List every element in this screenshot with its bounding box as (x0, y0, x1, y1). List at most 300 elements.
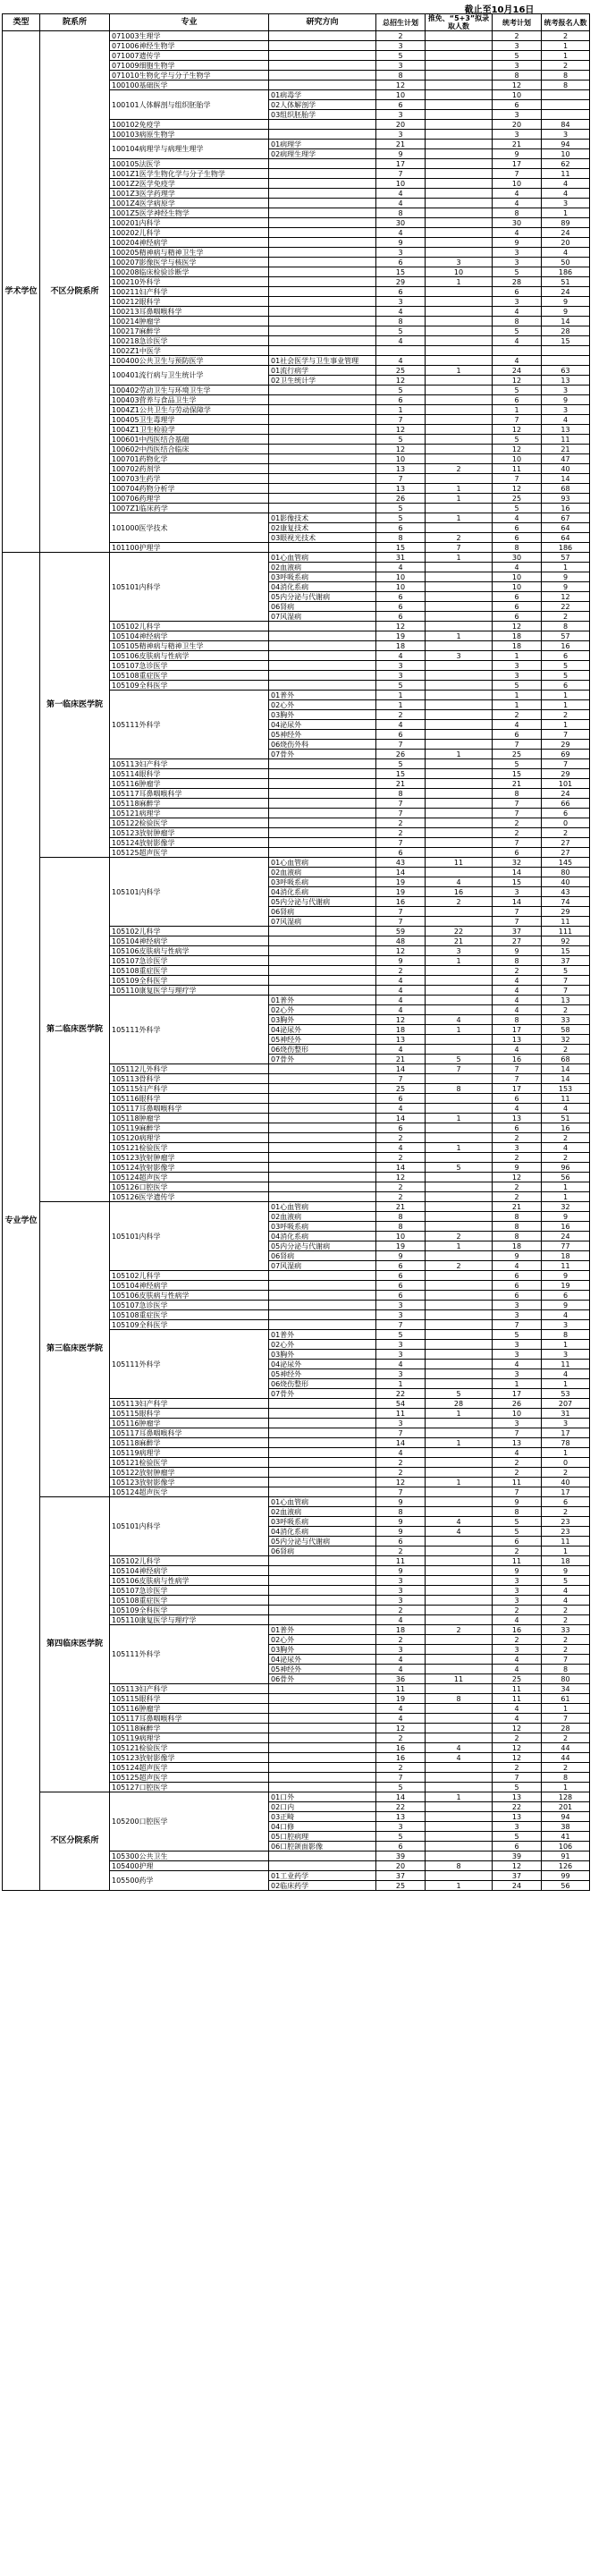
major-cell: 105125超声医学 (110, 848, 269, 858)
header-major: 专业 (110, 14, 269, 31)
plan-cell: 10 (376, 90, 426, 100)
direction-cell (269, 1409, 376, 1419)
major-cell: 105104神经病学 (110, 631, 269, 641)
plan-cell: 14 (376, 1438, 426, 1448)
applicants-cell: 3 (542, 1419, 590, 1428)
applicants-cell: 14 (542, 474, 590, 484)
exam-plan-cell: 3 (493, 61, 542, 71)
plan-cell: 14 (376, 1064, 426, 1074)
applicants-cell: 128 (542, 1792, 590, 1802)
applicants-cell: 40 (542, 464, 590, 474)
exempt-cell (426, 1104, 493, 1114)
plan-cell: 2 (376, 1192, 426, 1202)
exam-plan-cell: 4 (493, 1005, 542, 1015)
exempt-cell (426, 809, 493, 818)
direction-cell (269, 769, 376, 779)
exam-plan-cell: 4 (493, 1045, 542, 1055)
direction-cell (269, 641, 376, 651)
plan-cell: 5 (376, 759, 426, 769)
direction-cell (269, 1448, 376, 1458)
direction-cell (269, 317, 376, 326)
major-cell: 100704药物分析学 (110, 484, 269, 494)
major-cell: 105102儿科学 (110, 1556, 269, 1566)
exempt-cell (426, 1852, 493, 1861)
plan-cell: 3 (376, 1596, 426, 1606)
exempt-cell (426, 1596, 493, 1606)
exempt-cell (426, 1832, 493, 1842)
plan-cell: 10 (376, 582, 426, 592)
exempt-cell (426, 976, 493, 986)
major-cell: 105109全科医学 (110, 1606, 269, 1615)
direction-cell: 06烧伤外科 (269, 740, 376, 750)
major-cell: 105125超声医学 (110, 1773, 269, 1783)
direction-cell (269, 1487, 376, 1497)
direction-cell (269, 51, 376, 61)
exempt-cell (426, 799, 493, 809)
exam-plan-cell: 12 (493, 1861, 542, 1871)
major-cell: 105123放射肿瘤学 (110, 828, 269, 838)
exam-plan-cell: 4 (493, 307, 542, 317)
exam-plan-cell: 6 (493, 1537, 542, 1546)
applicants-cell: 2 (542, 1615, 590, 1625)
exam-plan-cell: 12 (493, 376, 542, 386)
exam-plan-cell: 2 (493, 1733, 542, 1743)
exempt-cell (426, 435, 493, 445)
exempt-cell (426, 159, 493, 169)
direction-cell: 02心外 (269, 1005, 376, 1015)
major-cell: 105113妇产科学 (110, 1399, 269, 1409)
plan-cell: 2 (376, 1546, 426, 1556)
exempt-cell: 1 (426, 1438, 493, 1448)
major-cell: 105119病理学 (110, 1733, 269, 1743)
exempt-cell: 3 (426, 651, 493, 661)
exam-plan-cell: 3 (493, 1340, 542, 1350)
applicants-cell: 7 (542, 730, 590, 740)
plan-cell: 3 (376, 248, 426, 258)
exam-plan-cell: 6 (493, 1291, 542, 1301)
direction-cell: 02血液病 (269, 868, 376, 877)
direction-cell: 03眼视光技术 (269, 533, 376, 543)
plan-cell: 14 (376, 1163, 426, 1173)
exam-plan-cell: 2 (493, 1458, 542, 1468)
exempt-cell (426, 1606, 493, 1615)
direction-cell: 05内分泌与代谢病 (269, 1537, 376, 1546)
direction-cell (269, 1724, 376, 1733)
exam-plan-cell: 11 (493, 1684, 542, 1694)
plan-cell: 8 (376, 533, 426, 543)
exam-plan-cell: 18 (493, 631, 542, 641)
major-cell: 105116肿瘤学 (110, 1704, 269, 1714)
major-cell: 100101人体解剖与组织胚胎学 (110, 90, 269, 120)
exam-plan-cell: 16 (493, 1625, 542, 1635)
direction-cell: 04消化系病 (269, 582, 376, 592)
major-cell: 100102免疫学 (110, 120, 269, 130)
exempt-cell (426, 336, 493, 346)
plan-cell: 9 (376, 1497, 426, 1507)
major-cell: 105111外科学 (110, 691, 269, 759)
exempt-cell: 1 (426, 1025, 493, 1035)
exempt-cell (426, 1035, 493, 1045)
exam-plan-cell: 32 (493, 858, 542, 868)
plan-cell: 7 (376, 917, 426, 927)
plan-cell: 7 (376, 474, 426, 484)
plan-cell: 1 (376, 1379, 426, 1389)
exempt-cell (426, 592, 493, 602)
exempt-cell: 1 (426, 1114, 493, 1123)
plan-cell: 5 (376, 51, 426, 61)
plan-cell: 3 (376, 661, 426, 671)
exempt-cell (426, 1546, 493, 1556)
exam-plan-cell: 24 (493, 366, 542, 376)
plan-cell: 7 (376, 1487, 426, 1497)
plan-cell: 5 (376, 386, 426, 395)
exempt-cell (426, 1704, 493, 1714)
applicants-cell: 8 (542, 71, 590, 80)
major-cell: 105121检验医学 (110, 1458, 269, 1468)
plan-cell: 6 (376, 1291, 426, 1301)
direction-cell (269, 464, 376, 474)
direction-cell: 02血液病 (269, 563, 376, 572)
applicants-cell: 1 (542, 41, 590, 51)
exempt-cell (426, 1369, 493, 1379)
direction-cell: 02心外 (269, 700, 376, 710)
exempt-cell (426, 986, 493, 996)
direction-cell: 05口腔病理 (269, 1832, 376, 1842)
direction-cell (269, 494, 376, 504)
exempt-cell (426, 395, 493, 405)
direction-cell: 02人体解剖学 (269, 100, 376, 110)
exam-plan-cell: 10 (493, 582, 542, 592)
major-cell: 1001Z4医学病原学 (110, 199, 269, 208)
direction-cell (269, 267, 376, 277)
major-cell: 105101内科学 (110, 553, 269, 622)
exempt-cell (426, 307, 493, 317)
plan-cell: 16 (376, 897, 426, 907)
exam-plan-cell: 13 (493, 1438, 542, 1448)
exempt-cell: 1 (426, 631, 493, 641)
applicants-cell: 40 (542, 877, 590, 887)
plan-cell: 9 (376, 238, 426, 248)
table-row (3, 1792, 590, 1802)
exempt-cell (426, 454, 493, 464)
applicants-cell: 58 (542, 1025, 590, 1035)
direction-cell: 06肾病 (269, 1546, 376, 1556)
exam-plan-cell: 4 (493, 513, 542, 523)
plan-cell: 12 (376, 622, 426, 631)
applicants-cell: 44 (542, 1753, 590, 1763)
exempt-cell (426, 1645, 493, 1655)
plan-cell: 14 (376, 1114, 426, 1123)
plan-cell: 7 (376, 169, 426, 179)
exam-plan-cell: 4 (493, 189, 542, 199)
direction-cell: 06烧伤整形 (269, 1045, 376, 1055)
exempt-cell (426, 120, 493, 130)
major-cell: 105113骨科学 (110, 1074, 269, 1084)
applicants-cell: 186 (542, 543, 590, 553)
applicants-cell (542, 90, 590, 100)
exempt-cell (426, 31, 493, 41)
direction-cell: 01心血管病 (269, 858, 376, 868)
applicants-cell: 1 (542, 1783, 590, 1792)
direction-cell: 01普外 (269, 691, 376, 700)
exam-plan-cell: 2 (493, 828, 542, 838)
exam-plan-cell: 13 (493, 1792, 542, 1802)
exam-plan-cell: 28 (493, 277, 542, 287)
table-row (3, 1202, 590, 1212)
exam-plan-cell: 3 (493, 887, 542, 897)
exempt-cell (426, 1153, 493, 1163)
major-cell: 105126口腔医学 (110, 1182, 269, 1192)
applicants-cell (542, 110, 590, 120)
exempt-cell (426, 1576, 493, 1586)
applicants-cell: 9 (542, 1212, 590, 1222)
major-cell: 100400公共卫生与预防医学 (110, 356, 269, 366)
exam-plan-cell: 9 (493, 1497, 542, 1507)
plan-cell: 8 (376, 789, 426, 799)
exam-plan-cell: 3 (493, 110, 542, 120)
direction-cell: 01普外 (269, 1625, 376, 1635)
direction-cell (269, 1114, 376, 1123)
plan-cell: 4 (376, 563, 426, 572)
applicants-cell: 10 (542, 149, 590, 159)
exam-plan-cell: 4 (493, 720, 542, 730)
exempt-cell: 8 (426, 1084, 493, 1094)
direction-cell (269, 1173, 376, 1182)
exam-plan-cell: 7 (493, 740, 542, 750)
plan-cell: 3 (376, 1340, 426, 1350)
major-cell: 100103病原生物学 (110, 130, 269, 140)
exam-plan-cell: 4 (493, 986, 542, 996)
plan-cell: 3 (376, 1310, 426, 1320)
plan-cell: 3 (376, 110, 426, 120)
exempt-cell (426, 1458, 493, 1468)
plan-cell: 17 (376, 159, 426, 169)
applicants-cell: 43 (542, 887, 590, 897)
major-cell: 105108重症医学 (110, 1596, 269, 1606)
exempt-cell (426, 1045, 493, 1055)
header-applicants: 统考报名人数 (542, 14, 590, 31)
exempt-cell (426, 1094, 493, 1104)
plan-cell: 2 (376, 1468, 426, 1478)
applicants-cell: 62 (542, 159, 590, 169)
plan-cell: 4 (376, 1665, 426, 1674)
direction-cell: 02血液病 (269, 1507, 376, 1517)
applicants-cell: 41 (542, 1832, 590, 1842)
applicants-cell: 44 (542, 1743, 590, 1753)
applicants-cell: 11 (542, 1261, 590, 1271)
exempt-cell (426, 326, 493, 336)
plan-cell: 43 (376, 858, 426, 868)
applicants-cell: 80 (542, 868, 590, 877)
direction-cell (269, 1320, 376, 1330)
direction-cell (269, 809, 376, 818)
plan-cell: 13 (376, 1812, 426, 1822)
exam-plan-cell: 6 (493, 287, 542, 297)
direction-cell (269, 1192, 376, 1202)
direction-cell (269, 1310, 376, 1320)
exempt-cell (426, 828, 493, 838)
plan-cell: 7 (376, 1320, 426, 1330)
plan-cell: 1 (376, 700, 426, 710)
direction-cell (269, 297, 376, 307)
exam-plan-cell: 3 (493, 258, 542, 267)
exempt-cell (426, 1714, 493, 1724)
exam-plan-cell: 27 (493, 936, 542, 946)
direction-cell (269, 936, 376, 946)
exempt-cell (426, 445, 493, 454)
direction-cell: 01口外 (269, 1792, 376, 1802)
major-cell: 105115妇产科学 (110, 1084, 269, 1094)
plan-cell: 8 (376, 317, 426, 326)
exempt-cell (426, 356, 493, 366)
direction-cell (269, 71, 376, 80)
plan-cell: 19 (376, 631, 426, 641)
exam-plan-cell: 30 (493, 553, 542, 563)
applicants-cell: 7 (542, 759, 590, 769)
exam-plan-cell: 12 (493, 1753, 542, 1763)
exam-plan-cell: 2 (493, 1763, 542, 1773)
major-cell: 105116眼科学 (110, 1094, 269, 1104)
exam-plan-cell: 30 (493, 218, 542, 228)
exam-plan-cell: 37 (493, 1871, 542, 1881)
exam-plan-cell: 8 (493, 789, 542, 799)
exempt-cell (426, 1812, 493, 1822)
applicants-cell: 53 (542, 1389, 590, 1399)
exempt-cell (426, 386, 493, 395)
applicants-cell: 47 (542, 454, 590, 464)
plan-cell: 7 (376, 415, 426, 425)
major-cell: 105111外科学 (110, 1330, 269, 1399)
direction-cell: 05内分泌与代谢病 (269, 1241, 376, 1251)
applicants-cell: 3 (542, 405, 590, 415)
exam-plan-cell: 9 (493, 1566, 542, 1576)
direction-cell (269, 1861, 376, 1871)
enrollment-table (2, 13, 590, 1891)
applicants-cell: 29 (542, 907, 590, 917)
exam-plan-cell: 8 (493, 543, 542, 553)
exam-plan-cell: 7 (493, 917, 542, 927)
plan-cell: 8 (376, 71, 426, 80)
applicants-cell: 27 (542, 838, 590, 848)
exam-plan-cell: 2 (493, 710, 542, 720)
exam-plan-cell: 9 (493, 1251, 542, 1261)
exempt-cell (426, 130, 493, 140)
direction-cell (269, 1084, 376, 1094)
header-exempt: 推免、“5+3”拟录取人数 (426, 14, 493, 31)
exam-plan-cell: 17 (493, 1025, 542, 1035)
plan-cell: 9 (376, 1527, 426, 1537)
exempt-cell (426, 691, 493, 700)
plan-cell: 6 (376, 848, 426, 858)
applicants-cell: 9 (542, 1566, 590, 1576)
exam-plan-cell: 13 (493, 1035, 542, 1045)
plan-cell: 4 (376, 976, 426, 986)
applicants-cell: 5 (542, 966, 590, 976)
exam-plan-cell: 4 (493, 1261, 542, 1271)
plan-cell: 2 (376, 31, 426, 41)
exam-plan-cell: 2 (493, 1468, 542, 1478)
exempt-cell (426, 1271, 493, 1281)
direction-cell: 06肾病 (269, 907, 376, 917)
applicants-cell: 91 (542, 1852, 590, 1861)
direction-cell (269, 1566, 376, 1576)
exempt-cell (426, 238, 493, 248)
exam-plan-cell: 6 (493, 602, 542, 612)
applicants-cell: 16 (542, 641, 590, 651)
direction-cell (269, 1123, 376, 1133)
exam-plan-cell: 7 (493, 809, 542, 818)
exam-plan-cell: 4 (493, 228, 542, 238)
applicants-cell (542, 346, 590, 356)
direction-cell: 03胸外 (269, 1645, 376, 1655)
major-cell: 105106皮肤病与性病学 (110, 946, 269, 956)
major-cell: 100202儿科学 (110, 228, 269, 238)
exempt-cell: 2 (426, 1625, 493, 1635)
exempt-cell: 28 (426, 1399, 493, 1409)
exempt-cell: 1 (426, 277, 493, 287)
exam-plan-cell: 7 (493, 1320, 542, 1330)
exam-plan-cell: 16 (493, 1055, 542, 1064)
direction-cell: 03呼吸系病 (269, 877, 376, 887)
exempt-cell (426, 208, 493, 218)
exempt-cell (426, 1635, 493, 1645)
major-cell: 105102儿科学 (110, 927, 269, 936)
direction-cell: 07风湿病 (269, 612, 376, 622)
exam-plan-cell: 5 (493, 504, 542, 513)
exam-plan-cell: 4 (493, 1665, 542, 1674)
plan-cell: 2 (376, 1733, 426, 1743)
plan-cell: 39 (376, 1852, 426, 1861)
major-cell: 071009细胞生物学 (110, 61, 269, 71)
applicants-cell: 1 (542, 1704, 590, 1714)
major-cell: 105121检验医学 (110, 1143, 269, 1153)
exam-plan-cell (493, 346, 542, 356)
major-cell: 105119病理学 (110, 1448, 269, 1458)
exempt-cell (426, 317, 493, 326)
direction-cell: 05内分泌与代谢病 (269, 897, 376, 907)
applicants-cell: 13 (542, 376, 590, 386)
exempt-cell (426, 169, 493, 179)
exempt-cell: 1 (426, 1409, 493, 1419)
direction-cell: 05神经外 (269, 730, 376, 740)
exempt-cell (426, 1192, 493, 1202)
exempt-cell (426, 1320, 493, 1330)
exam-plan-cell: 11 (493, 1478, 542, 1487)
plan-cell: 48 (376, 936, 426, 946)
applicants-cell: 51 (542, 1114, 590, 1123)
exam-plan-cell: 3 (493, 297, 542, 307)
plan-cell: 25 (376, 1881, 426, 1891)
applicants-cell: 5 (542, 1576, 590, 1586)
applicants-cell: 11 (542, 1094, 590, 1104)
applicants-cell: 69 (542, 750, 590, 759)
direction-cell (269, 1104, 376, 1114)
direction-cell (269, 1074, 376, 1084)
direction-cell: 01流行病学 (269, 366, 376, 376)
plan-cell: 4 (376, 228, 426, 238)
exam-plan-cell: 22 (493, 1802, 542, 1812)
exempt-cell (426, 140, 493, 149)
plan-cell: 12 (376, 1724, 426, 1733)
plan-cell: 4 (376, 1615, 426, 1625)
applicants-cell: 31 (542, 1409, 590, 1419)
plan-cell: 6 (376, 1123, 426, 1133)
exempt-cell: 2 (426, 1261, 493, 1271)
table-row (3, 1497, 590, 1507)
direction-cell: 04泌尿外 (269, 1025, 376, 1035)
exam-plan-cell: 7 (493, 1428, 542, 1438)
plan-cell: 2 (376, 1606, 426, 1615)
